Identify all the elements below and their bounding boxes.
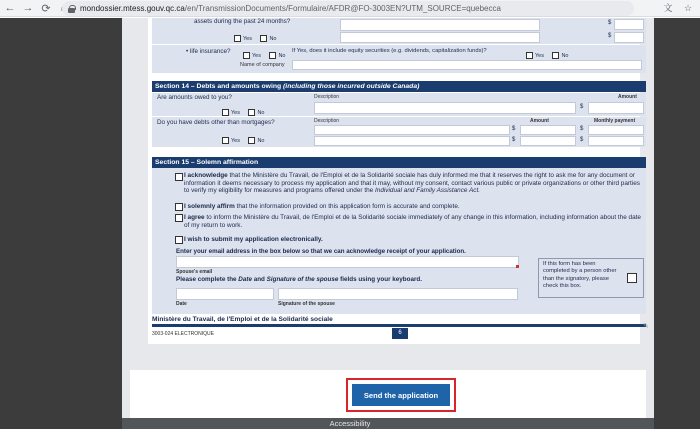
acknowledge-text xyxy=(184,172,642,195)
form-page xyxy=(148,18,640,344)
spouse-signature-field[interactable] xyxy=(278,288,518,300)
life-yes-checkbox[interactable] xyxy=(243,52,250,59)
completed-by-other-checkbox[interactable] xyxy=(627,273,637,283)
url-path: /en/TransmissionDocuments/Formulaire/AFDR@FO-3003EN?UTM_SOURCE=quebecca xyxy=(184,4,501,13)
date-field[interactable] xyxy=(176,288,274,300)
ministry-footer: Ministère du Travail, de l'Emploi et de la Solidarité sociale xyxy=(152,316,333,323)
send-area xyxy=(130,370,646,418)
back-icon[interactable]: ← xyxy=(4,2,16,14)
url-host: mondossier.mtess.gouv.qc.ca xyxy=(80,4,185,13)
debts-yes-checkbox[interactable] xyxy=(222,137,229,144)
life-insurance-question: • life insurance? xyxy=(186,48,231,55)
assets-description-field-2[interactable] xyxy=(340,32,540,43)
prompt-signature: Signature of the spouse xyxy=(266,276,339,283)
debts-amount-field-1[interactable] xyxy=(520,125,576,135)
spouse-email-label: Spouse's email xyxy=(176,269,213,275)
completed-by-other-box xyxy=(538,258,644,298)
assets-question: assets during the past 24 months? xyxy=(194,18,291,25)
acknowledge-bold: I acknowledge xyxy=(184,172,228,179)
no-label: No xyxy=(269,35,277,42)
yes-label: Yes xyxy=(535,52,544,59)
dollar-sign: $ xyxy=(512,137,516,143)
debts-amount-field-2[interactable] xyxy=(520,136,576,146)
translate-icon[interactable]: 文 xyxy=(663,3,673,13)
page-number: 6 xyxy=(392,328,408,339)
send-application-button[interactable]: Send the application xyxy=(352,384,450,406)
no-label: No xyxy=(278,52,286,59)
document-viewer xyxy=(0,18,700,429)
prompt-part-2: and xyxy=(253,276,265,283)
affirm-body: that the information provided on this application form is accurate and complete. xyxy=(236,203,460,210)
assets-yes-checkbox[interactable] xyxy=(234,35,241,42)
owed-description-field[interactable] xyxy=(314,102,576,114)
accessibility-link[interactable]: Accessibility xyxy=(329,419,371,428)
no-label: No xyxy=(561,52,569,59)
prompt-part-1: Please complete the xyxy=(176,276,237,283)
dollar-sign: $ xyxy=(580,104,584,110)
life-followup-text: If Yes, does it include equity securities (e.g. dividends, capitalization funds)? xyxy=(292,48,487,54)
document-frame xyxy=(122,18,654,418)
agree-bold: I agree xyxy=(184,214,205,221)
dollar-sign: $ xyxy=(580,137,584,143)
email-prompt: Enter your email address in the box below so that we can acknowledge receipt of your application. xyxy=(176,248,466,255)
owed-amount-field[interactable] xyxy=(588,102,644,114)
bookmark-star-icon[interactable]: ☆ xyxy=(683,3,693,13)
agree-body: to inform the Ministère du Travail, de l'Emploi et de la Solidarité sociale immediately of any change in this information, including information about the date of my return to work. xyxy=(184,214,641,229)
browser-toolbar xyxy=(0,0,700,17)
agree-text xyxy=(184,214,642,229)
debts-question: Do you have debts other than mortgages? xyxy=(157,119,275,126)
prompt-part-3: fields using your keyboard. xyxy=(340,276,423,283)
monthly-payment-label: Monthly payment xyxy=(594,118,636,124)
owed-no-checkbox[interactable] xyxy=(248,109,255,116)
company-name-field[interactable] xyxy=(292,60,642,70)
date-signature-prompt xyxy=(176,276,422,283)
monthly-payment-field-2[interactable] xyxy=(588,136,644,146)
forward-icon[interactable]: → xyxy=(22,2,34,14)
section15-header: Section 15 – Solemn affirmation xyxy=(152,157,646,168)
solemn-affirm-checkbox[interactable] xyxy=(175,203,183,211)
completed-by-other-text: If this form has been completed by a person other than the signatory, please check this box. xyxy=(543,261,617,290)
acknowledge-checkbox[interactable] xyxy=(175,173,183,181)
life-no-checkbox[interactable] xyxy=(269,52,276,59)
owed-amount-label: Amount xyxy=(618,94,637,100)
edit-note-icon[interactable]: ✎ xyxy=(643,323,649,330)
send-highlight-outline xyxy=(346,378,456,412)
yes-label: Yes xyxy=(243,35,252,42)
no-label: No xyxy=(257,109,265,116)
equity-no-checkbox[interactable] xyxy=(552,52,559,59)
assets-no-checkbox[interactable] xyxy=(260,35,267,42)
no-label: No xyxy=(257,137,265,144)
assets-amount-field[interactable] xyxy=(614,19,644,30)
yes-label: Yes xyxy=(231,109,240,116)
acknowledge-italic: Individual and Family Assistance Act. xyxy=(375,187,481,195)
equity-yes-checkbox[interactable] xyxy=(526,52,533,59)
left-gutter xyxy=(0,18,122,429)
signature-label: Signature of the spouse xyxy=(278,301,335,307)
dollar-sign: $ xyxy=(580,126,584,132)
solemn-affirm-text xyxy=(184,203,642,211)
required-marker xyxy=(516,265,519,268)
debts-yes-no xyxy=(222,132,268,150)
dollar-sign: $ xyxy=(608,33,612,39)
debts-no-checkbox[interactable] xyxy=(248,137,255,144)
section14-title: Section 14 – Debts and amounts owing xyxy=(155,83,282,90)
debts-description-field-1[interactable] xyxy=(314,125,510,135)
date-label: Date xyxy=(176,301,187,307)
electronic-checkbox[interactable] xyxy=(175,236,183,244)
assets-description-field[interactable] xyxy=(340,19,540,31)
footer-separator xyxy=(152,324,646,327)
owed-question: Are amounts owed to you? xyxy=(157,94,232,101)
electronic-text: I wish to submit my application electronically. xyxy=(184,236,323,243)
form-code: 3003-024 ELECTRONIQUE xyxy=(152,331,214,337)
debts-amount-label: Amount xyxy=(530,118,549,124)
assets-amount-field-2[interactable] xyxy=(614,32,644,43)
address-bar[interactable] xyxy=(62,1,634,16)
right-gutter xyxy=(654,18,700,429)
prompt-date: Date xyxy=(238,276,252,283)
section14-title-italic: (including those incurred outside Canada) xyxy=(283,83,420,90)
debts-description-field-2[interactable] xyxy=(314,136,510,146)
company-name-label: Name of company xyxy=(240,62,285,68)
owed-description-label: Description xyxy=(314,94,340,100)
dollar-sign: $ xyxy=(608,20,612,26)
spouse-email-field[interactable] xyxy=(176,256,519,268)
yes-label: Yes xyxy=(231,137,240,144)
acknowledge-body: that the Ministère du Travail, de l'Emploi et de la Solidarité sociale has duly informed me that it reserves the right to ask me for any document or information it deems necessary to process my application and that it may, without my consent, contact various public or private organizations or other third parties to verify my eligibility for measures and programs offered under the xyxy=(184,172,640,195)
dollar-sign: $ xyxy=(512,126,516,132)
affirm-bold: I solemnly affirm xyxy=(184,203,235,210)
owed-yes-checkbox[interactable] xyxy=(222,109,229,116)
section14-header xyxy=(152,81,646,92)
monthly-payment-field-1[interactable] xyxy=(588,125,644,135)
lock-icon xyxy=(68,5,75,13)
debts-description-label: Description xyxy=(314,118,340,124)
agree-checkbox[interactable] xyxy=(175,214,183,222)
yes-label: Yes xyxy=(252,52,261,59)
reload-icon[interactable]: ⟳ xyxy=(41,2,51,15)
